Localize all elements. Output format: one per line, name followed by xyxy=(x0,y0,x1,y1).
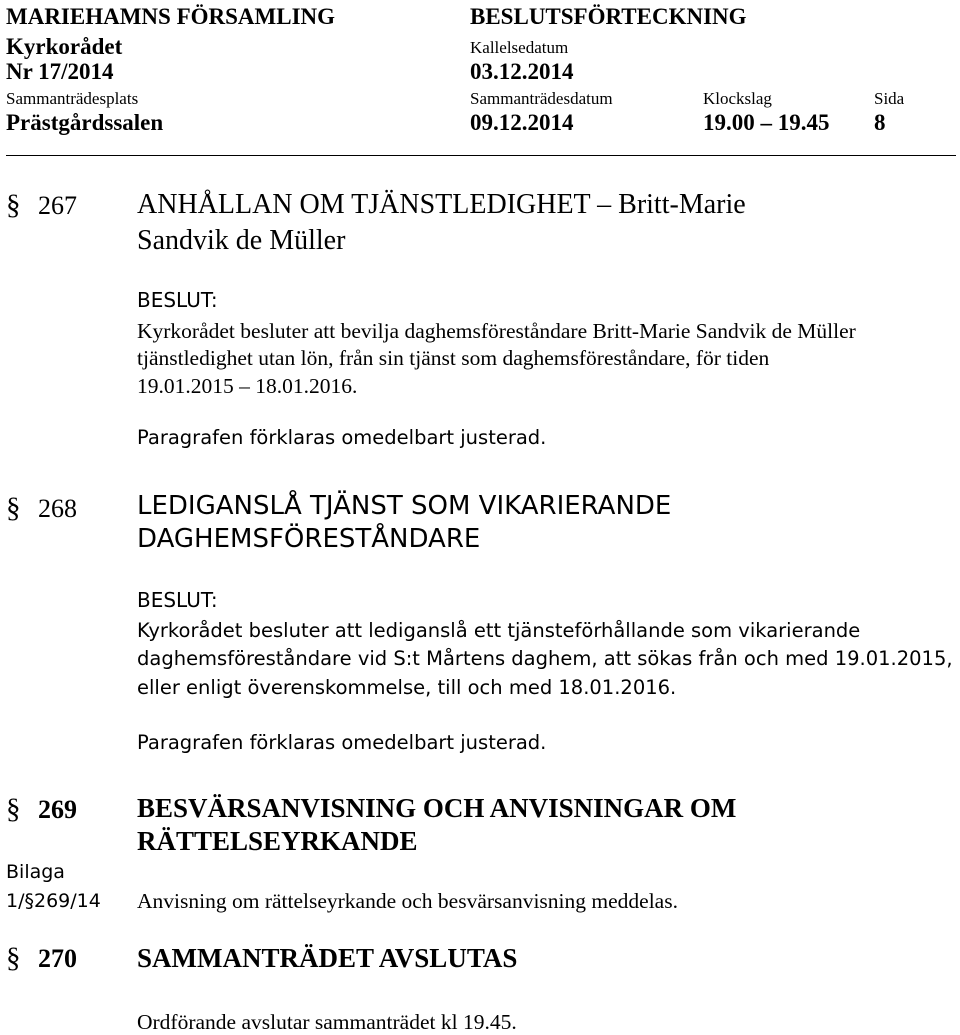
date-label: Sammanträdesdatum xyxy=(470,89,613,108)
decision-text-line: tjänstledighet utan lön, från sin tjänst som daghemsföreståndare, för tiden xyxy=(137,346,770,370)
paragraph-mark: § xyxy=(6,942,21,974)
section-number: 269 xyxy=(38,795,77,824)
doc-type: BESLUTSFÖRTECKNING xyxy=(470,4,747,29)
section-text: Anvisning om rättelseyrkande och besvärsanvisning meddelas. xyxy=(137,889,678,913)
section-title: SAMMANTRÄDET AVSLUTAS xyxy=(137,943,518,973)
section-number: 268 xyxy=(38,494,77,523)
paragraph-mark: § xyxy=(6,492,21,524)
page-label: Sida xyxy=(874,89,905,108)
adjusted-note: Paragrafen förklaras omedelbart justerad. xyxy=(137,731,547,754)
time-label: Klockslag xyxy=(703,89,772,108)
adjusted-note: Paragrafen förklaras omedelbart justerad. xyxy=(137,426,547,449)
decision-label: BESLUT: xyxy=(137,588,218,612)
section-title-line1: BESVÄRSANVISNING OCH ANVISNINGAR OM xyxy=(137,793,737,823)
meeting-place: Prästgårdssalen xyxy=(6,110,164,135)
meeting-number: Nr 17/2014 xyxy=(6,59,114,84)
decision-text-line: daghemsföreståndare vid S:t Mårtens daghem, att sökas från och med 19.01.2015, xyxy=(137,647,953,670)
attachment-reference: 1/§269/14 xyxy=(6,890,101,912)
meeting-date: 09.12.2014 xyxy=(470,110,574,135)
section-title-line2: RÄTTELSEYRKANDE xyxy=(137,826,418,856)
section-text: Ordförande avslutar sammanträdet kl 19.45. xyxy=(137,1010,517,1034)
decision-label: BESLUT: xyxy=(137,288,218,312)
header-divider xyxy=(6,155,956,156)
page-number: 8 xyxy=(874,110,886,135)
meeting-time: 19.00 – 19.45 xyxy=(703,110,830,135)
call-date: 03.12.2014 xyxy=(470,59,574,84)
section-number: 267 xyxy=(38,191,77,220)
attachment-label: Bilaga xyxy=(6,861,65,883)
decision-text-line: eller enligt överenskommelse, till och med 18.01.2016. xyxy=(137,676,677,699)
decision-text-line: Kyrkorådet besluter att bevilja daghemsföreståndare Britt-Marie Sandvik de Müller xyxy=(137,319,856,343)
decision-text-line: 19.01.2015 – 18.01.2016. xyxy=(137,374,358,398)
decision-text-line: Kyrkorådet besluter att lediganslå ett tjänsteförhållande som vikarierande xyxy=(137,619,861,642)
paragraph-mark: § xyxy=(6,189,21,221)
section-title-line1: LEDIGANSLÅ TJÄNST SOM VIKARIERANDE xyxy=(137,491,672,521)
call-date-label: Kallelsedatum xyxy=(470,38,569,57)
section-number: 270 xyxy=(38,944,77,973)
section-title-line2: DAGHEMSFÖRESTÅNDARE xyxy=(137,524,481,554)
paragraph-mark: § xyxy=(6,793,21,825)
place-label: Sammanträdesplats xyxy=(6,89,139,108)
section-title-line2: Sandvik de Müller xyxy=(137,225,346,256)
section-title-line1: ANHÅLLAN OM TJÄNSTLEDIGHET – Britt-Marie xyxy=(137,189,746,220)
body-name: Kyrkorådet xyxy=(6,34,123,59)
org-name: MARIEHAMNS FÖRSAMLING xyxy=(6,4,336,29)
